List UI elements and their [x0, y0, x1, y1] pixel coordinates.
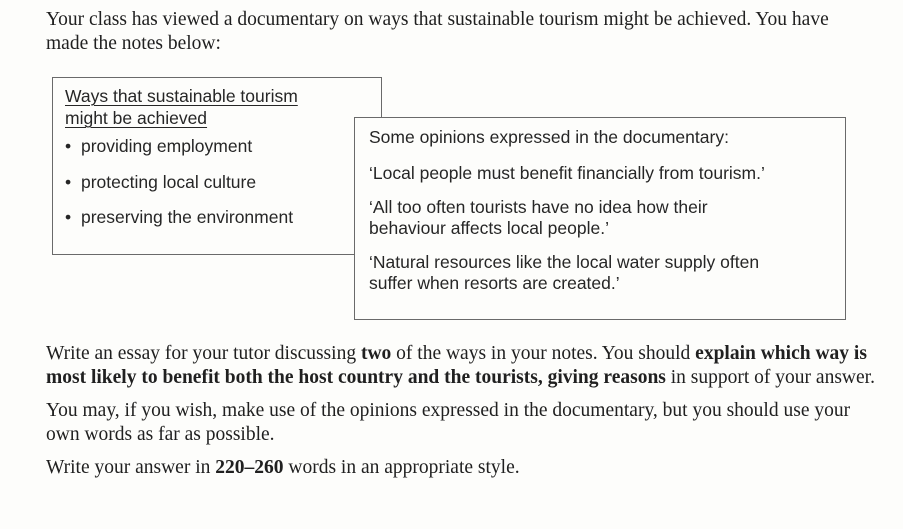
list-item	[65, 207, 381, 228]
notes-box	[52, 77, 382, 255]
bullet-icon: •	[65, 171, 72, 192]
notes-heading-line2: might be achieved	[65, 108, 208, 128]
note-item-environment: preserving the environment	[81, 207, 294, 227]
note-item-employment: providing employment	[81, 136, 253, 156]
opinion-quote-2	[369, 197, 845, 239]
list-item	[65, 172, 381, 193]
note-item-culture: protecting local culture	[81, 171, 257, 192]
bullet-icon: •	[65, 207, 72, 227]
notes-heading	[65, 85, 381, 129]
word-count-range: 220–260	[215, 457, 284, 478]
task-emphasis-two: two	[360, 343, 392, 364]
task-instructions	[46, 342, 876, 489]
task-paragraph-2: You may, if you wish, make use of the opinions expressed in the documentary, but you should use your own words as far as possible.	[46, 400, 851, 445]
notes-list	[65, 136, 381, 228]
opinion-quote-3-line2: suffer when resorts are created.’	[369, 273, 620, 293]
opinion-quote-3-line1: ‘Natural resources like the local water supply often	[369, 252, 760, 272]
notes-heading-line1: Ways that sustainable tourism	[65, 86, 298, 106]
opinions-heading: Some opinions expressed in the documentary:	[369, 127, 729, 147]
task-text: Write an essay for your tutor discussing	[46, 343, 361, 364]
task-paragraph-1	[46, 342, 876, 390]
bullet-icon: •	[65, 136, 72, 156]
opinion-quote-3	[369, 252, 845, 294]
task-text: words in an appropriate style.	[283, 457, 520, 478]
intro-text: Your class has viewed a documentary on ways that sustainable tourism might be achieved. You have made the notes below:	[46, 9, 829, 54]
list-item	[65, 136, 381, 157]
opinions-box	[354, 117, 846, 320]
task-emphasis-explain: explain which way is most likely to benefit both the host country and the tourists, giving reasons	[46, 343, 867, 388]
task-text: in support of your answer.	[665, 367, 875, 388]
task-text: of the ways in your notes. You should	[391, 343, 696, 364]
opinion-quote-1: ‘Local people must benefit financially from tourism.’	[369, 163, 765, 183]
task-text: Write your answer in	[46, 457, 216, 478]
opinion-quote-2-line1: ‘All too often tourists have no idea how their	[369, 197, 708, 217]
opinion-quote-2-line2: behaviour affects local people.’	[369, 218, 609, 238]
task-paragraph-3	[46, 456, 876, 480]
